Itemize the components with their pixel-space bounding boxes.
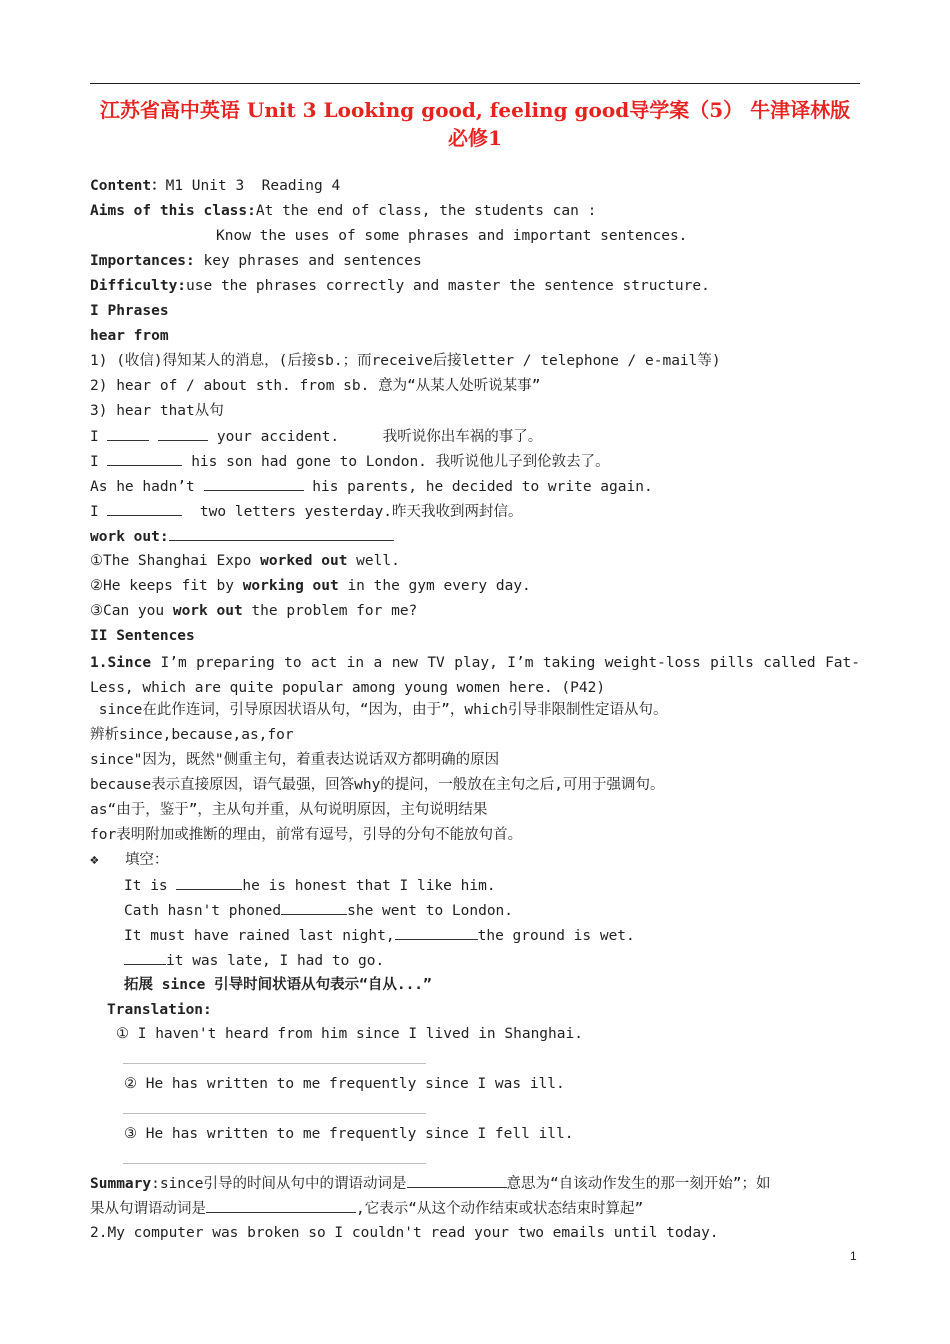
work-example-3: ③Can you work out the problem for me? [90, 603, 418, 619]
content-label: Content： [90, 178, 166, 194]
importances-value: key phrases and sentences [194, 253, 422, 269]
phrase-hear-from: hear from [90, 328, 169, 344]
aims-value: At the end of class, the students can : [255, 203, 597, 219]
answer-line[interactable] [123, 1163, 426, 1164]
summary-line-2: 果从句谓语动词是 ,它表示“从这个动作结束或状态结束时算起” [90, 1198, 643, 1219]
analysis-as: as“由于，鉴于”，主从句并重，从句说明原因，主句说明结果 [90, 802, 488, 818]
answer-line[interactable] [123, 1113, 426, 1114]
blank[interactable] [281, 900, 347, 915]
aims-detail: Know the uses of some phrases and important sentences. [216, 228, 688, 244]
exercise-3: As he hadn’t his parents, he decided to write again. [90, 476, 653, 497]
aims-line [90, 201, 596, 221]
blank[interactable] [107, 501, 182, 516]
page-title: 江苏省高中英语 Unit 3 Looking good, feeling good导学案（5） 牛津译林版必修1 [99, 98, 851, 150]
fill-item-4: it was late, I had to go. [124, 950, 384, 971]
blank[interactable] [107, 426, 149, 441]
translation-item-3: ③ He has written to me frequently since I fell ill. [124, 1126, 574, 1142]
blank[interactable] [107, 451, 182, 466]
exercise-2: I his son had gone to London. 我听说他儿子到伦敦去了。 [90, 451, 610, 472]
analysis-since: since"因为，既然"侧重主句，着重表达说话双方都明确的原因 [90, 752, 500, 768]
header-rule [90, 83, 860, 84]
fill-item-2: Cath hasn't phoned she went to London. [124, 900, 513, 921]
difficulty-label: Difficulty: [90, 278, 187, 294]
analysis-heading: 辨析since,because,as,for [90, 727, 294, 743]
difficulty-line [90, 276, 710, 296]
answer-line[interactable] [123, 1063, 426, 1064]
translation-item-1: ① I haven't heard from him since I lived in Shanghai. [116, 1026, 583, 1042]
translation-label: Translation: [107, 1002, 212, 1018]
hear-usage-2: 2) hear of / about sth. from sb. 意为“从某人处听说某事” [90, 378, 541, 394]
sentence-1-note: since在此作连词，引导原因状语从句，“因为，由于”，which引导非限制性定语从句。 [90, 702, 668, 718]
blank[interactable] [407, 1173, 507, 1188]
extend-note: 拓展 since 引导时间状语从句表示“自从...” [124, 977, 432, 993]
fill-heading: ❖ 填空： [90, 852, 169, 868]
blank[interactable] [395, 925, 478, 940]
blank[interactable] [158, 426, 208, 441]
sentence-2: 2.My computer was broken so I couldn't read your two emails until today. [90, 1225, 719, 1241]
summary-line-1: Summary:since引导的时间从句中的谓语动词是 意思为“自该动作发生的那一刻开始”；如 [90, 1173, 770, 1194]
content-value: M1 Unit 3 Reading 4 [165, 178, 341, 194]
diamond-bullet-icon: ❖ [90, 852, 99, 868]
difficulty-value: use the phrases correctly and master the sentence structure. [186, 278, 710, 294]
blank[interactable] [124, 950, 166, 965]
translation-item-2: ② He has written to me frequently since I was ill. [124, 1076, 565, 1092]
fill-item-1: It is he is honest that I like him. [124, 875, 496, 896]
analysis-for: for表明附加或推断的理由，前常有逗号，引导的分句不能放句首。 [90, 827, 523, 843]
page-number: 1 [850, 1249, 857, 1263]
section-sentences: II Sentences [90, 628, 195, 644]
exercise-4: I two letters yesterday.昨天我收到两封信。 [90, 501, 522, 522]
sentence-1: 1.Since I’m preparing to act in a new TV play, I’m taking weight-loss pills called Fat-Less, which are quite popular among young women here. (P42) [90, 655, 860, 696]
analysis-because: because表示直接原因，语气最强，回答why的提问，一般放在主句之后,可用于强调句。 [90, 777, 665, 793]
work-example-2: ②He keeps fit by working out in the gym every day. [90, 578, 531, 594]
aims-label: Aims of this class: [90, 203, 256, 219]
hear-usage-3: 3) hear that从句 [90, 403, 224, 419]
importances-label: Importances: [90, 253, 195, 269]
section-phrases: I Phrases [90, 303, 169, 319]
work-example-1: ①The Shanghai Expo worked out well. [90, 553, 400, 569]
importances-line [90, 251, 422, 271]
exercise-1: I your accident. 我听说你出车祸的事了。 [90, 426, 542, 447]
content-line [90, 176, 340, 196]
blank[interactable] [176, 875, 242, 890]
phrase-work-out: work out: [90, 526, 394, 547]
blank[interactable] [204, 476, 304, 491]
hear-usage-1: 1) (收信)得知某人的消息，(后接sb.；而receive后接letter / telephone / e-mail等) [90, 353, 721, 369]
blank[interactable] [206, 1198, 356, 1213]
blank[interactable] [169, 526, 394, 541]
fill-item-3: It must have rained last night, the ground is wet. [124, 925, 635, 946]
